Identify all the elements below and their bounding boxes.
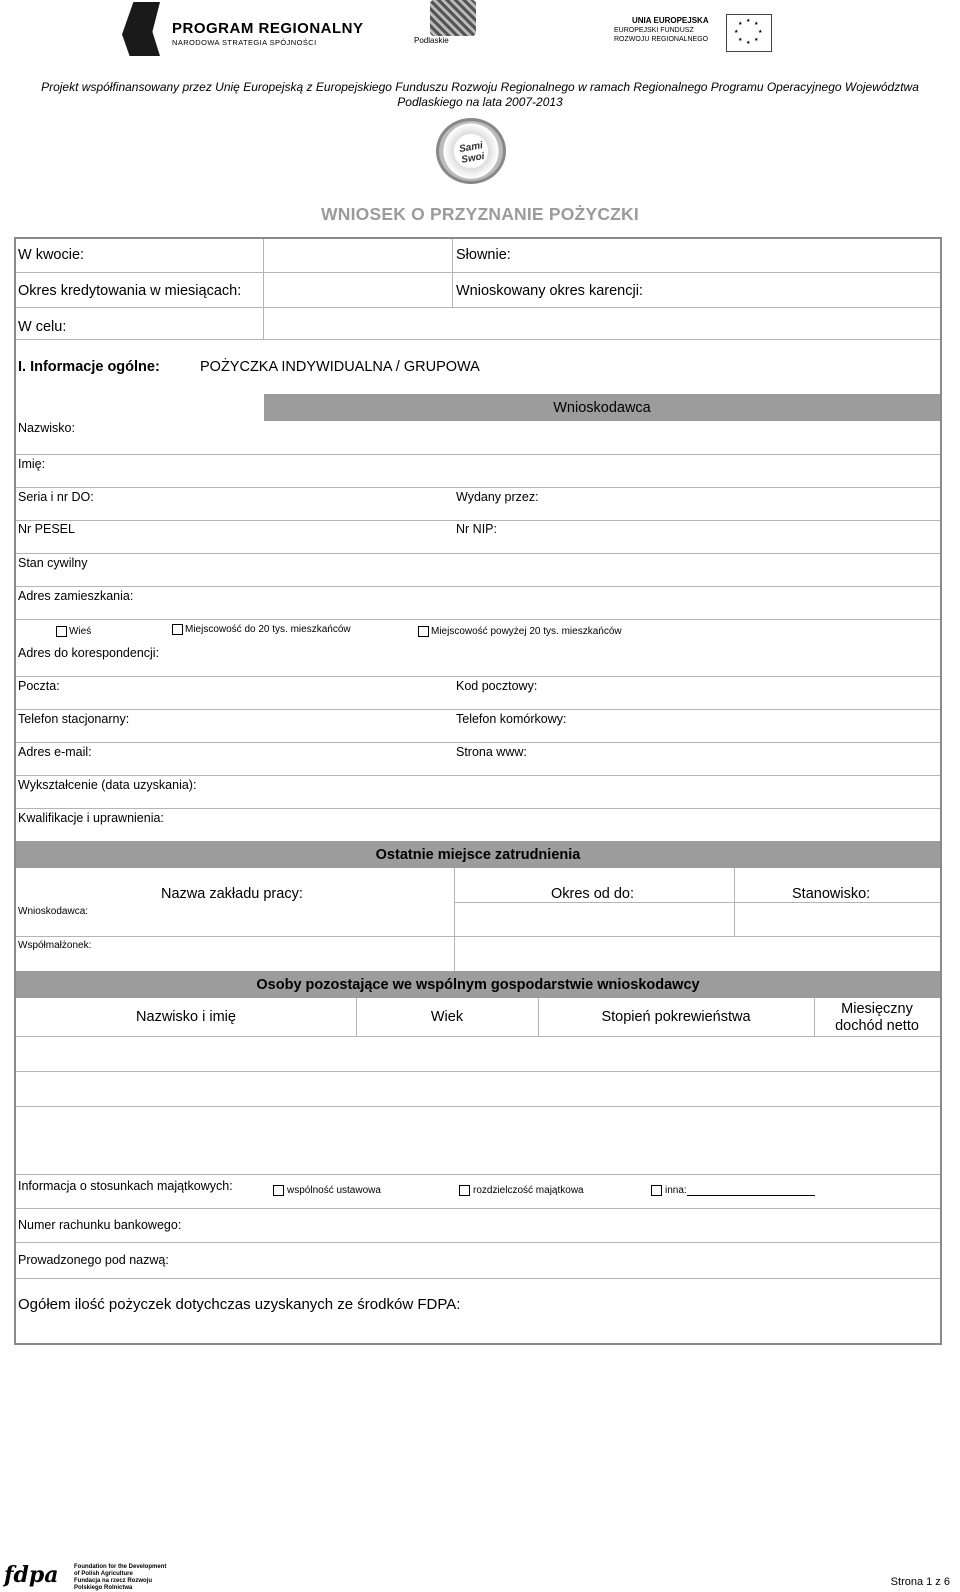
divider: [16, 775, 940, 776]
eu-flag-icon: ★ ★ ★ ★ ★ ★ ★ ★: [726, 14, 772, 52]
row-spouse: Współmałżonek:: [18, 940, 92, 951]
divider: [16, 709, 940, 710]
landline-label: Telefon stacjonarny:: [18, 712, 130, 726]
mobile-label: Telefon komórkowy:: [456, 712, 567, 726]
issued-by-label: Wydany przez:: [456, 490, 539, 504]
divider: [16, 1036, 940, 1037]
col-name: Nazwisko i imię: [136, 1009, 236, 1025]
divider: [16, 339, 940, 340]
corr-address-label: Adres do korespondencji:: [18, 646, 160, 660]
village-label: Wieś: [69, 626, 92, 637]
email-label: Adres e-mail:: [18, 745, 92, 759]
page-number: Strona 1 z 6: [890, 1576, 950, 1588]
total-loans-label: Ogółem ilość pożyczek dotychczas uzyskanych ze środków FDPA:: [18, 1296, 461, 1313]
village-checkbox[interactable]: [56, 626, 67, 637]
col-relation: Stopień pokrewieństwa: [601, 1009, 751, 1025]
loan-type: POŻYCZKA INDYWIDUALNA / GRUPOWA: [200, 359, 480, 375]
employment-band-label: Ostatnie miejsce zatrudnienia: [375, 847, 581, 863]
col-income-line1: Miesięczny: [841, 1001, 913, 1017]
program-regionalny-logo: [118, 0, 364, 60]
property-label: Informacja o stosunkach majątkowych:: [18, 1179, 233, 1193]
divider: [16, 1208, 940, 1209]
divider: [263, 239, 264, 339]
divider: [16, 1278, 940, 1279]
eu-line1: UNIA EUROPEJSKA: [632, 16, 709, 25]
program-title: PROGRAM REGIONALNY: [172, 20, 364, 37]
first-name-label: Imię:: [18, 457, 46, 471]
divider: [16, 272, 940, 273]
small-town-checkbox[interactable]: [172, 624, 183, 635]
applicant-band-label: Wnioskodawca: [553, 400, 651, 416]
divider: [16, 742, 940, 743]
col-company: Nazwa zakładu pracy:: [161, 886, 303, 902]
qualifications-label: Kwalifikacje i uprawnienia:: [18, 811, 164, 825]
eu-logo: [614, 14, 774, 54]
divider: [16, 676, 940, 677]
project-line2: Podlaskiego na lata 2007-2013: [397, 95, 563, 109]
separate-property-checkbox[interactable]: [459, 1185, 470, 1196]
household-band-label: Osoby pozostające we wspólnym gospodarstwie wnioskodawcy: [256, 977, 700, 993]
fdpa-sub1: Foundation for the Development: [74, 1564, 167, 1570]
big-town-checkbox[interactable]: [418, 626, 429, 637]
divider: [16, 520, 940, 521]
divider: [16, 487, 940, 488]
divider: [16, 454, 940, 455]
separate-property-label: rozdzielczość majątkowa: [473, 1185, 584, 1196]
project-line1: Projekt współfinansowany przez Unię Europejską z Europejskiego Funduszu Rozwoju Regionalnego w ramach Regionalnego Programu Operacyjnego Województwa: [41, 80, 919, 94]
divider: [16, 619, 940, 620]
document-title: WNIOSEK O PRZYZNANIE POŻYCZKI: [321, 204, 639, 224]
words-label: Słownie:: [456, 247, 511, 263]
fdpa-sub4: Polskiego Rolnictwa: [74, 1585, 133, 1591]
divider: [454, 868, 455, 971]
project-statement: [0, 80, 960, 110]
divider: [16, 1071, 940, 1072]
pesel-label: Nr PESEL: [18, 522, 75, 536]
small-town-label: Miejscowość do 20 tys. mieszkańców: [185, 624, 351, 635]
other-property-line[interactable]: [687, 1185, 815, 1196]
other-property-checkbox[interactable]: [651, 1185, 662, 1196]
fdpa-logo: [0, 1562, 167, 1592]
bison-icon: [430, 0, 476, 36]
divider: [16, 808, 940, 809]
divider: [454, 902, 940, 903]
divider: [16, 1242, 940, 1243]
joint-property-checkbox[interactable]: [273, 1185, 284, 1196]
grace-label: Wnioskowany okres karencji:: [456, 283, 643, 299]
col-income-line2: dochód netto: [835, 1018, 919, 1034]
sami-swoi-badge: [436, 118, 510, 188]
nip-label: Nr NIP:: [456, 522, 497, 536]
bank-account-label: Numer rachunku bankowego:: [18, 1218, 182, 1232]
education-label: Wykształcenie (data uzyskania):: [18, 778, 197, 792]
civil-status-label: Stan cywilny: [18, 556, 88, 570]
other-property-label: inna:: [665, 1185, 687, 1196]
divider: [16, 586, 940, 587]
badge-text: Sami Swoi: [458, 140, 486, 166]
col-period: Okres od do:: [551, 886, 635, 902]
divider: [16, 307, 940, 308]
podlaskie-logo: [410, 0, 490, 48]
divider: [452, 239, 453, 307]
divider: [16, 1106, 940, 1107]
program-subtitle: NARODOWA STRATEGIA SPÓJNOŚCI: [172, 38, 317, 47]
application-form: [14, 237, 942, 1345]
business-name-label: Prowadzonego pod nazwą:: [18, 1253, 169, 1267]
post-office-label: Poczta:: [18, 679, 60, 693]
podlaskie-label: Podlaskie: [414, 36, 449, 45]
row-applicant: Wnioskodawca:: [18, 906, 89, 917]
purpose-label: W celu:: [18, 319, 67, 335]
program-regionalny-mark-icon: [122, 2, 160, 56]
surname-label: Nazwisko:: [18, 421, 75, 435]
fdpa-sub3: Fundacja na rzecz Rozwoju: [74, 1578, 153, 1584]
id-number-label: Seria i nr DO:: [18, 490, 94, 504]
eu-line3: ROZWOJU REGIONALNEGO: [614, 36, 709, 43]
divider: [16, 1174, 940, 1175]
divider: [16, 553, 940, 554]
col-position: Stanowisko:: [792, 886, 871, 902]
joint-property-label: wspólność ustawowa: [287, 1185, 381, 1196]
fdpa-sub2: of Polish Agriculture: [74, 1571, 133, 1577]
address-label: Adres zamieszkania:: [18, 589, 134, 603]
amount-label: W kwocie:: [18, 247, 85, 263]
eu-line2: EUROPEJSKI FUNDUSZ: [614, 27, 694, 34]
divider: [16, 936, 940, 937]
www-label: Strona www:: [456, 745, 527, 759]
fdpa-wordmark: fdpa: [4, 1562, 59, 1588]
section-heading: I. Informacje ogólne:: [18, 359, 160, 375]
big-town-label: Miejscowość powyżej 20 tys. mieszkańców: [431, 626, 622, 637]
col-age: Wiek: [430, 1009, 464, 1025]
postal-code-label: Kod pocztowy:: [456, 679, 538, 693]
period-label: Okres kredytowania w miesiącach:: [18, 283, 242, 299]
col-income: [814, 1001, 940, 1035]
